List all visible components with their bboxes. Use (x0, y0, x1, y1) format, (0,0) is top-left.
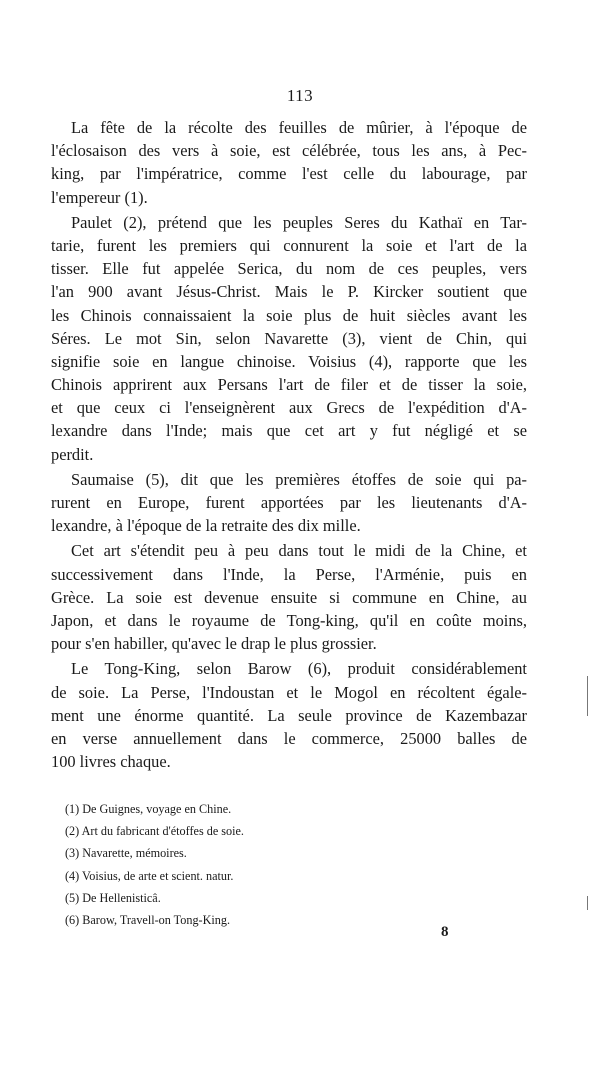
text-line: Saumaise (5), dit que les premières étoffes de soie qui pa- (71, 469, 527, 489)
footnote-1: (1) De Guignes, voyage en Chine. (65, 802, 232, 816)
body-text (51, 116, 527, 773)
scan-edge-mark (587, 896, 588, 910)
text-line: lexandre, à l'époque de la retraite des dix mille. (51, 516, 361, 536)
text-line: rurent en Europe, furent apportées par les lieutenants d'A- (51, 493, 527, 512)
paragraph-1 (51, 116, 527, 209)
text-line: king, par l'impératrice, comme l'est celle du labourage, par (51, 164, 527, 184)
footnote-5: (5) De Hellenisticâ. (65, 890, 161, 905)
text-line: et que ceux ci l'enseignèrent aux Grecs de l'expédition d'A- (51, 398, 527, 418)
text-line: ment une énorme quantité. La seule province de Kazembazar (51, 705, 527, 725)
text-line: de soie. La Perse, l'Indoustan et le Mogol en récoltent égale- (51, 682, 527, 702)
text-line: Cet art s'étendit peu à peu dans tout le midi de la Chine, et (71, 541, 527, 561)
footnotes (65, 798, 385, 931)
text-line: perdit. (51, 444, 94, 464)
text-line: l'an 900 avant Jésus-Christ. Mais le P. Kircker soutient que (51, 282, 527, 302)
footnote-6: (6) Barow, Travell-on Tong-King. (65, 913, 231, 928)
text-line: en verse annuellement dans le commerce, 25000 balles de (51, 728, 527, 748)
page-number: 113 (286, 86, 314, 105)
text-line: Séres. Le mot Sin, selon Navarette (3), vient de Chin, qui (51, 328, 527, 348)
text-line: lexandre dans l'Inde; mais que cet art y fut négligé et se (51, 421, 527, 441)
footnote-3: (3) Navarette, mémoires. (65, 846, 187, 861)
text-line: l'empereur (1). (51, 187, 148, 207)
text-line: Grèce. La soie est devenue ensuite si commune en Chine, au (51, 587, 527, 607)
text-line: tisser. Elle fut appelée Serica, du nom de ces peuples, vers (51, 259, 527, 279)
text-line: Paulet (2), prétend que les peuples Seres du Kathaï en Tar- (71, 212, 527, 232)
footnote-4: (4) Voisius, de arte et scient. natur. (65, 868, 234, 883)
signature-mark: 8 (441, 924, 449, 940)
paragraph-3 (51, 468, 527, 538)
text-line: les Chinois connaissaient la soie plus de huit siècles avant les (51, 305, 527, 325)
footnote-2: (2) Art du fabricant d'étoffes de soie. (65, 824, 244, 839)
scan-edge-mark (587, 676, 588, 716)
text-line: Japon, et dans le royaume de Tong-king, qu'il en coûte moins, (51, 610, 527, 630)
text-line: 100 livres chaque. (51, 752, 171, 772)
text-line: La fête de la récolte des feuilles de mûrier, à l'époque de (71, 118, 527, 137)
paragraph-5 (51, 657, 527, 773)
text-line: Le Tong-King, selon Barow (6), produit considérablement (71, 659, 527, 679)
paragraph-2 (51, 211, 527, 466)
paragraph-4 (51, 539, 527, 655)
text-line: successivement dans l'Inde, la Perse, l'Arménie, puis en (51, 564, 527, 584)
text-line: l'éclosaison des vers à soie, est célébrée, tous les ans, à Pec- (51, 141, 527, 161)
text-line: signifie soie en langue chinoise. Voisius (4), rapporte que les (51, 351, 527, 371)
text-line: pour s'en habiller, qu'avec le drap le plus grossier. (51, 634, 377, 654)
text-line: Chinois apprirent aux Persans l'art de filer et de tisser la soie, (51, 375, 527, 395)
text-line: tarie, furent les premiers qui connurent la soie et l'art de la (51, 235, 527, 255)
